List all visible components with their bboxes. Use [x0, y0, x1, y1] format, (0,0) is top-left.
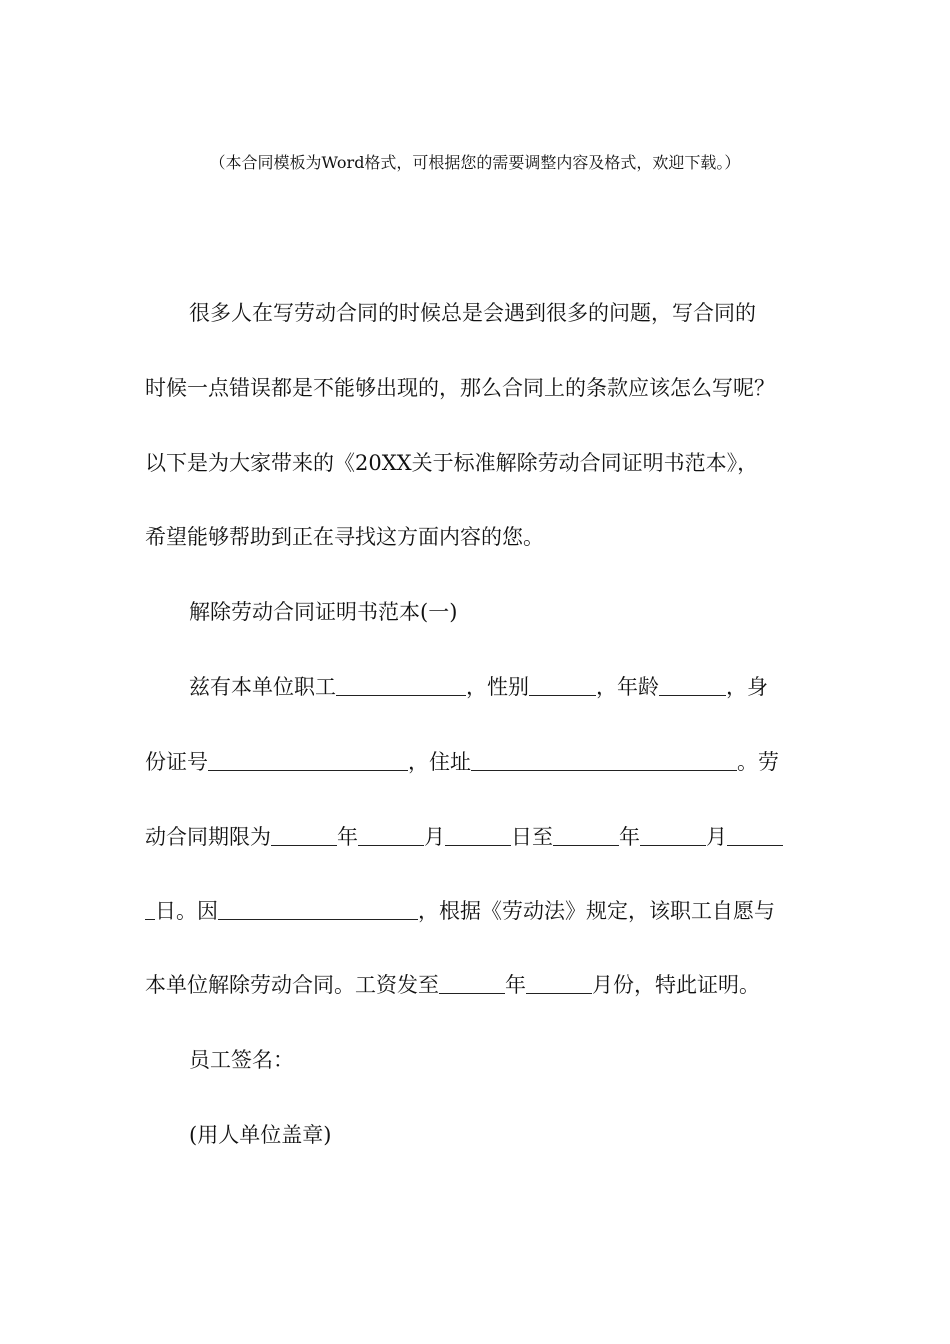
- blank-end-month: [640, 823, 706, 846]
- blank-start-day: [445, 823, 511, 846]
- text-labor-law: ，根据《劳动法》规定，该职工自愿与: [418, 899, 775, 923]
- blank-gender: [529, 673, 596, 696]
- blank-address: [471, 748, 737, 771]
- certificate-line-4: [145, 896, 815, 926]
- employee-signature-label: 员工签名：: [189, 1048, 294, 1072]
- blank-employee-name: [336, 673, 466, 696]
- intro-line-4: 希望能够帮助到正在寻找这方面内容的您。: [145, 525, 544, 549]
- text-contract-term: 动合同期限为: [145, 825, 271, 849]
- text-address: ，住址: [408, 750, 471, 774]
- text-day-to: 日至: [511, 825, 553, 849]
- text-id-start: ，身: [726, 675, 768, 699]
- blank-wage-year: [439, 971, 505, 994]
- template-note: （本合同模板为Word格式，可根据您的需要调整内容及格式，欢迎下载。）: [209, 153, 741, 172]
- text-labor-start: 。劳: [737, 750, 779, 774]
- text-employee: 兹有本单位职工: [189, 675, 336, 699]
- employer-seal-label: (用人单位盖章): [189, 1123, 332, 1147]
- section-title: 解除劳动合同证明书范本(一): [189, 600, 458, 624]
- blank-end-year: [553, 823, 619, 846]
- text-month-1: 月: [424, 825, 445, 849]
- blank-start-month: [358, 823, 424, 846]
- certificate-line-3: [145, 822, 815, 852]
- certificate-line-2: [145, 747, 815, 777]
- text-year-2: 年: [619, 825, 640, 849]
- certificate-line-5: [145, 970, 815, 1000]
- blank-end-day: [727, 823, 783, 846]
- certificate-line-1: [189, 672, 859, 702]
- intro-line-2: 时候一点错误都是不能够出现的，那么合同上的条款应该怎么写呢？: [145, 376, 775, 400]
- text-age: ，年龄: [596, 675, 659, 699]
- blank-end-day-continued: [145, 897, 155, 920]
- text-year-3: 年: [505, 973, 526, 997]
- text-gender: ，性别: [466, 675, 529, 699]
- blank-reason: [218, 897, 418, 920]
- text-terminate: 本单位解除劳动合同。工资发至: [145, 973, 439, 997]
- blank-wage-month: [526, 971, 592, 994]
- text-certify: 月份，特此证明。: [592, 973, 760, 997]
- text-year-1: 年: [337, 825, 358, 849]
- text-id-number: 份证号: [145, 750, 208, 774]
- text-month-2: 月: [706, 825, 727, 849]
- blank-age: [659, 673, 726, 696]
- blank-id-number: [208, 748, 408, 771]
- text-day-because: 日。因: [155, 899, 218, 923]
- intro-line-3: 以下是为大家带来的《20XX关于标准解除劳动合同证明书范本》，: [145, 451, 759, 475]
- blank-start-year: [271, 823, 337, 846]
- intro-line-1: 很多人在写劳动合同的时候总是会遇到很多的问题，写合同的: [189, 301, 756, 325]
